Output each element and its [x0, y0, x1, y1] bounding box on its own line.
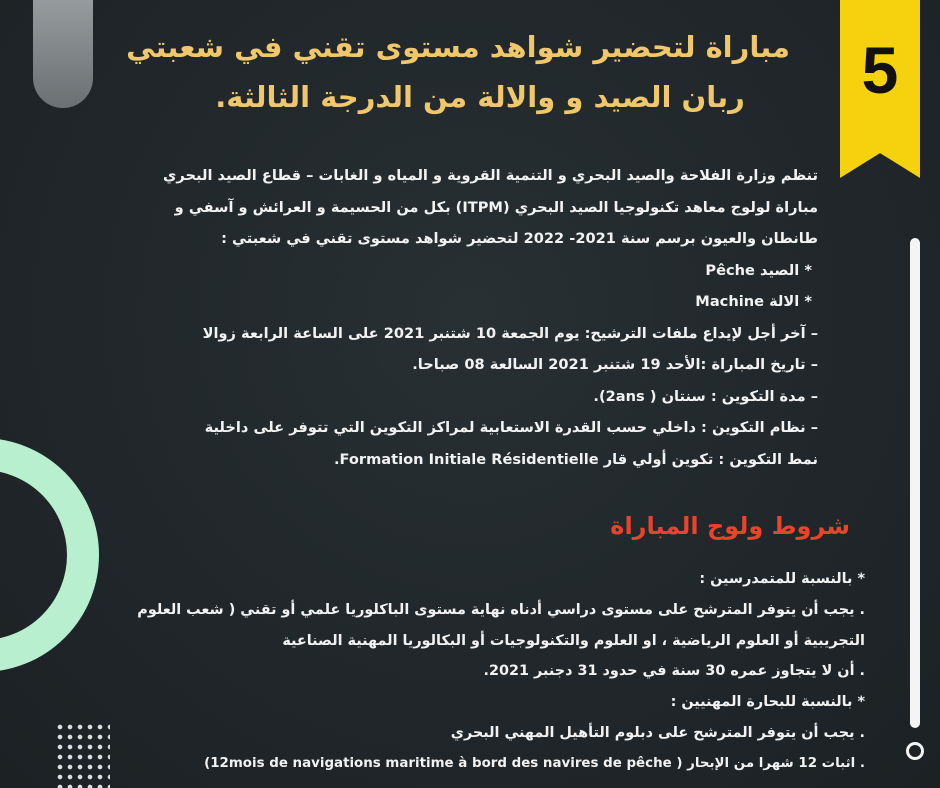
- decorative-pill-shape: [33, 0, 93, 108]
- body-line: – نظام التكوين : داخلي حسب القدرة الاستعابية لمراكز التكوين التي تتوفر على داخلية: [204, 419, 818, 436]
- title-line: ربان الصيد و والالة من الدرجة الثالثة.: [215, 80, 745, 114]
- body-line: * الصيد Pêche: [705, 261, 812, 279]
- condition-line: * بالنسبة للمتمدرسين :: [699, 571, 865, 587]
- condition-line: . اثبات 12 شهرا من الإبحار ( 12mois de navigations maritime à bord des navires de pêche): [204, 755, 865, 771]
- condition-line: * بالنسبة للبحارة المهنيين :: [670, 694, 865, 711]
- scrollbar-thumb[interactable]: [906, 742, 924, 760]
- body-line: * الالة Machine: [695, 293, 812, 310]
- ribbon-number: 5: [861, 33, 899, 107]
- condition-line: . أن لا يتجاوز عمره 30 سنة في حدود 31 دجنبر 2021.: [483, 663, 865, 680]
- body-line: نمط التكوين : تكوين أولي قار Formation Initiale Résidentielle.: [333, 450, 818, 468]
- condition-line: . يجب أن يتوفر المترشح على مستوى دراسي أدناه نهاية مستوى الباكلوريا علمي أو تقني ( شعب العلوم: [137, 601, 865, 618]
- scrollbar[interactable]: [906, 238, 924, 778]
- body-line: – آخر أجل لإيداع ملفات الترشيح: يوم الجمعة 10 شتنبر 2021 على الساعة الرابعة زوالا: [202, 324, 818, 342]
- page-title: [126, 22, 790, 122]
- decorative-dot-grid: [55, 722, 110, 788]
- scrollbar-track[interactable]: [910, 238, 920, 728]
- body-line: – تاريخ المباراة :الأحد 19 شتنبر 2021 السالعة 08 صباحا.: [412, 356, 818, 373]
- body-line: – مدة التكوين : سنتان ( 2ans).: [593, 387, 818, 405]
- body-line: طانطان والعيون برسم سنة 2021- 2022 لتحضير شواهد مستوى تقني في شعبتي :: [221, 230, 818, 247]
- condition-line: التجريبية أو العلوم الرياضية ، او العلوم والتكنولوجيات أو البكالوريا المهنية الصناعية: [282, 632, 865, 649]
- announcement-body: [120, 160, 818, 475]
- condition-line: . يجب أن يتوفر المترشح على دبلوم التأهيل المهني البحري: [450, 724, 865, 741]
- body-line: مباراة لولوج معاهد تكنولوجيا الصيد البحري (ITPM) بكل من الحسيمة و العرائش و آسفي و: [174, 198, 818, 216]
- title-line: مباراة لتحضير شواهد مستوى تقني في شعبتي: [126, 30, 790, 64]
- conditions-list: [120, 564, 865, 780]
- section-title: شروط ولوج المباراة: [610, 512, 850, 540]
- body-line: تنظم وزارة الفلاحة والصيد البحري و التنمية القروية و المياه و الغابات – قطاع الصيد البحري: [163, 167, 818, 184]
